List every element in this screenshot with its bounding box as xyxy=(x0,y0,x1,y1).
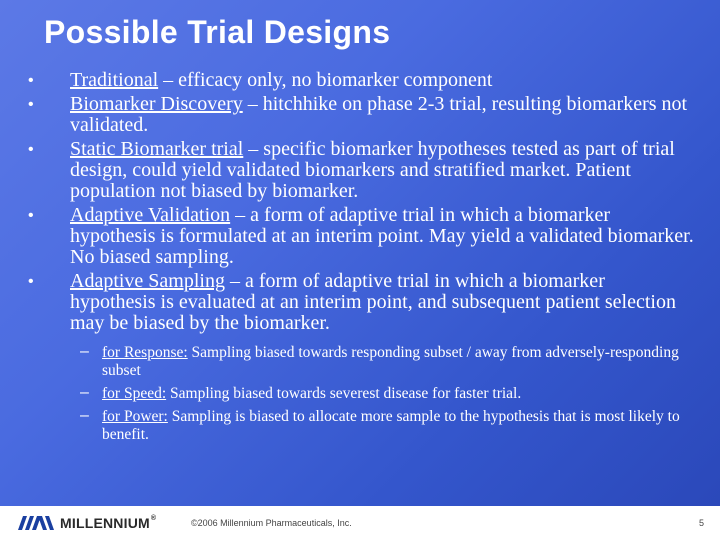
bullet-term: Traditional xyxy=(70,69,159,91)
bullet-marker: • xyxy=(28,207,34,224)
bullet-term: Adaptive Sampling xyxy=(70,270,225,292)
bullet-item xyxy=(24,205,694,268)
bullet-item xyxy=(24,271,694,334)
bullet-term: Biomarker Discovery xyxy=(70,93,243,115)
sub-bullet-item xyxy=(80,344,694,380)
sub-bullet-text: Sampling is biased to allocate more sample to the hypothesis that is most likely to benefit. xyxy=(102,408,680,443)
bullet-text: – specific biomarker hypotheses tested as part of trial design, could yield validated biomarkers and stratified market. Patient population not biased by biomarker. xyxy=(70,138,675,202)
bullet-marker: • xyxy=(28,96,34,113)
bullet-item xyxy=(24,70,694,91)
bullet-marker: • xyxy=(28,141,34,158)
logo-wordmark: MILLENNIUM® xyxy=(60,515,157,531)
sub-bullet-list xyxy=(24,344,694,444)
bullet-text: – efficacy only, no biomarker component xyxy=(158,69,493,91)
sub-bullet-marker: – xyxy=(80,384,89,401)
sub-bullet-term: for Speed: xyxy=(102,385,167,402)
copyright-text: ©2006 Millennium Pharmaceuticals, Inc. xyxy=(191,518,352,528)
bullet-text: – a form of adaptive trial in which a biomarker hypothesis is evaluated at an interim point, and subsequent patient selection may be biased by the biomarker. xyxy=(70,270,676,334)
footer-bar xyxy=(0,506,720,540)
millennium-logo xyxy=(18,515,156,531)
bullet-list xyxy=(24,70,694,334)
sub-bullet-term: for Response: xyxy=(102,344,188,361)
bullet-term: Adaptive Validation xyxy=(70,204,231,226)
slide-title: Possible Trial Designs xyxy=(44,14,391,50)
page-number: 5 xyxy=(698,518,704,528)
bullet-text: – hitchhike on phase 2-3 trial, resulting biomarkers not validated. xyxy=(70,93,688,136)
sub-bullet-marker: – xyxy=(80,343,89,360)
millennium-mark-icon xyxy=(18,516,56,530)
sub-bullet-term: for Power: xyxy=(102,408,168,425)
sub-bullet-marker: – xyxy=(80,407,89,424)
sub-bullet-text: Sampling biased towards severest disease for faster trial. xyxy=(166,385,522,402)
bullet-marker: • xyxy=(28,72,34,89)
bullet-item xyxy=(24,94,694,136)
bullet-term: Static Biomarker trial xyxy=(70,138,244,160)
bullet-marker: • xyxy=(28,273,34,290)
bullet-item xyxy=(24,139,694,202)
sub-bullet-text: Sampling biased towards responding subset / away from adversely-responding subset xyxy=(102,344,679,379)
sub-bullet-item xyxy=(80,385,694,403)
sub-bullet-item xyxy=(80,408,694,444)
slide-body xyxy=(24,70,694,449)
bullet-text: – a form of adaptive trial in which a biomarker hypothesis is formulated at an interim point. May yield a validated biomarker. No biased sampling. xyxy=(70,204,694,268)
